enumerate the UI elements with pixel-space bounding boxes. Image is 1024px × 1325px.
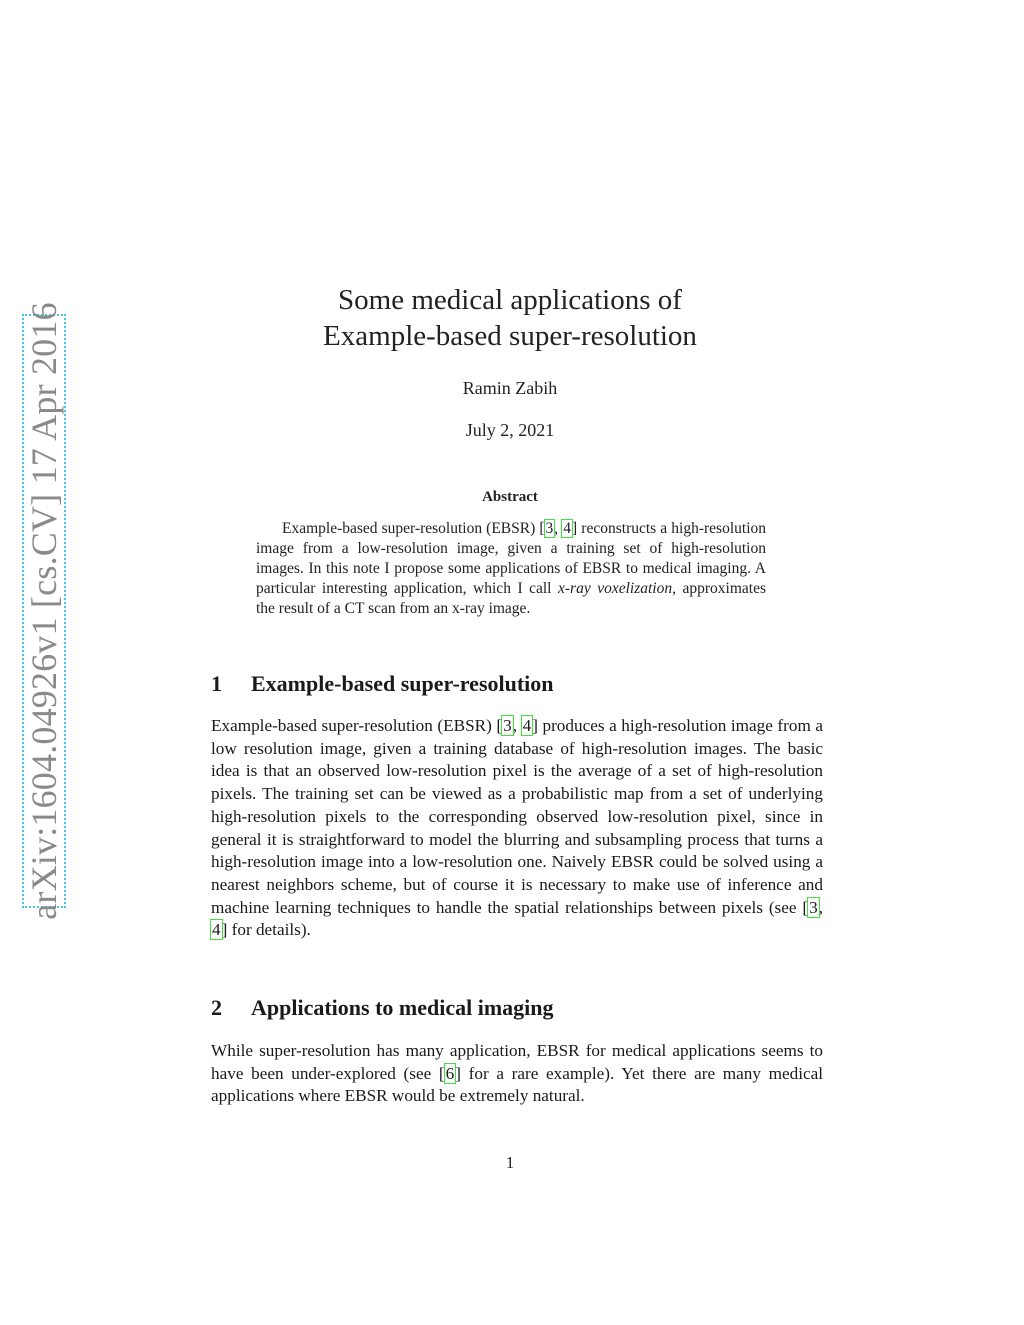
- abstract-citation-open: [: [539, 520, 545, 537]
- arxiv-identifier-stamp[interactable]: [22, 302, 66, 920]
- abstract-body: [256, 519, 766, 619]
- section-1-title: Example-based super-resolution: [251, 671, 554, 696]
- abstract-citation-close: ]: [572, 520, 578, 537]
- section-1-citation-sep: ,: [512, 716, 522, 735]
- section-2-number: 2: [211, 995, 222, 1020]
- section-1-citation-close: ]: [532, 716, 538, 735]
- citation-link-3[interactable]: 3: [503, 716, 512, 735]
- paper-title-line-2: Example-based super-resolution: [323, 320, 697, 352]
- abstract-text-b: reconstructs a high-resolution image from a low-resolution image, given a training set of high-resolution images. In this note I propose some applications of EBSR to medical imaging. A particular interesting application, which I call: [256, 520, 766, 597]
- abstract-text-c: , approximates the result of a CT scan from an x-ray image.: [256, 580, 766, 617]
- section-1-text-b: produces a high-resolution image from a low resolution image, given a training database of high-resolution images. The basic idea is that an observed low-resolution pixel is the average of a set of high-resolution pixels. The training set can be viewed as a probabilistic map from a set of underlying high-resolution pixels to the corresponding observed low-resolution pixel, since in general it is straightforward to model the blurring and subsampling process that turns a high-resolution image into a low-resolution one. Naively EBSR could be solved using a nearest neighbors scheme, but of course it is necessary to make use of inference and machine learning techniques to handle the spatial relationships between pixels (see: [211, 716, 823, 917]
- section-2-title: Applications to medical imaging: [251, 995, 554, 1020]
- paper-author: Ramin Zabih: [462, 378, 558, 398]
- section-1-text-c: for details).: [227, 920, 311, 940]
- section-1-citation-b-close: ]: [221, 920, 228, 940]
- section-1-text-a: Example-based super-resolution (EBSR): [211, 716, 497, 735]
- paper-date: July 2, 2021: [465, 420, 555, 440]
- citation-link-4[interactable]: 4: [522, 716, 532, 735]
- section-1-citation-b-sep: ,: [818, 897, 823, 917]
- section-2-citation-open: [: [438, 1063, 445, 1083]
- section-1-number: 1: [211, 671, 222, 696]
- section-1-body: [211, 715, 823, 942]
- citation-link-4[interactable]: 4: [563, 520, 572, 537]
- paper-title: [210, 282, 810, 354]
- section-2-body: [211, 1040, 823, 1108]
- abstract-heading: Abstract: [482, 489, 538, 505]
- section-1-citation-b-open: [: [802, 897, 809, 917]
- abstract-citation-sep: ,: [554, 520, 563, 537]
- section-2-heading: [211, 995, 831, 1021]
- paper-title-line-1: Some medical applications of: [338, 284, 682, 316]
- abstract-emphasis-term: x-ray voxelization: [558, 580, 673, 597]
- section-1-heading: [211, 671, 831, 697]
- section-1-citation-open: [: [496, 716, 503, 735]
- citation-link-6[interactable]: 6: [445, 1063, 455, 1083]
- citation-link-3[interactable]: 3: [809, 897, 818, 917]
- section-2-citation-close: ]: [455, 1063, 461, 1083]
- arxiv-identifier-text[interactable]: arXiv:1604.04926v1 [cs.CV] 17 Apr 2016: [24, 302, 64, 920]
- citation-link-3[interactable]: 3: [545, 520, 554, 537]
- section-2-text-a: While super-resolution has many application, EBSR for medical applications seems to have been under-explored (see: [211, 1041, 823, 1083]
- page-number: 1: [505, 1153, 515, 1172]
- abstract-text-a: Example-based super-resolution (EBSR): [282, 520, 540, 537]
- section-2-text-b: for a rare example). Yet there are many medical applications where EBSR would be extremely natural.: [211, 1063, 824, 1106]
- citation-link-4[interactable]: 4: [212, 920, 221, 940]
